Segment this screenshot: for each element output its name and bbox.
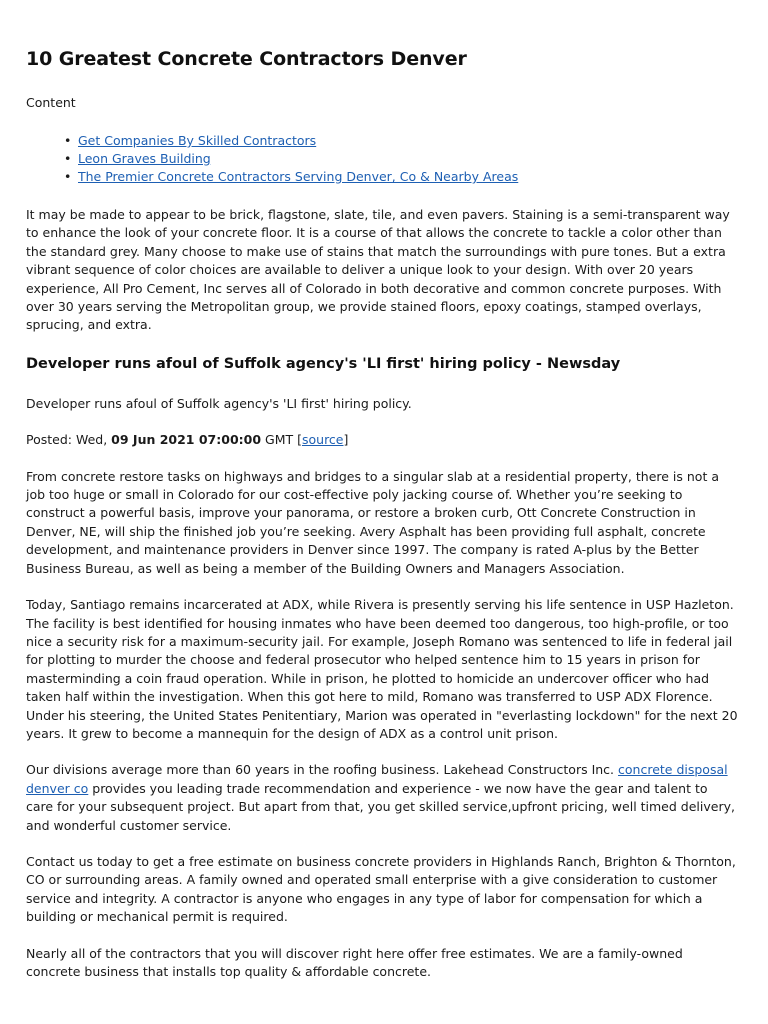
news-heading: Developer runs afoul of Suffolk agency's 'LI first' hiring policy - Newsday [26, 355, 621, 372]
concrete-disposal-link[interactable]: concrete disposal denver co [26, 762, 728, 796]
news-summary: Developer runs afoul of Suffolk agency's 'LI first' hiring policy. [26, 395, 412, 411]
paragraph-adx: Today, Santiago remains incarcerated at ADX, while Rivera is presently serving his life sentence in USP Hazleton. The facility is best identified for housing inmates who have been deemed too dangerous, too high-profile, or too nice a security risk for a maximum-security jail. For example, Joseph Romano was sentenced to life in federal jail for plotting to murder the choose and federal prosecutor who helped sentence him to 15 years in prison for masterminding a coin fraud operation. While in prison, he plotted to homicide an undercover officer who had taken half within the investigation. When this got here to mild, Romano was transferred to USP ADX Florence. Under his steering, the United States Penitentiary, Marion was operated in "everlasting lockdown" for the next 20 years. It grew to become a mannequin for the design of ADX as a control unit prison. [26, 597, 738, 741]
toc-item [78, 150, 738, 168]
paragraph-contact: Contact us today to get a free estimate on business concrete providers in Highlands Ranch, Brighton & Thornton, CO or surrounding areas. A family owned and operated small enterprise with a give consideration to customer service and integrity. A contractor is anyone who engages in any type of labor for compensation for which a building or mechanical permit is required. [26, 853, 736, 925]
paragraph-roofing-before: Our divisions average more than 60 years in the roofing business. Lakehead Constructors Inc. [26, 762, 619, 778]
source-link[interactable]: source [301, 432, 344, 448]
toc-link-skilled-contractors[interactable]: Get Companies By Skilled Contractors [78, 133, 317, 148]
posted-prefix: Posted: Wed, [26, 432, 112, 448]
table-of-contents [26, 132, 738, 186]
posted-tz: GMT [ [261, 432, 302, 448]
posted-suffix: ] [343, 432, 349, 448]
toc-link-leon-graves[interactable]: Leon Graves Building [78, 151, 211, 166]
toc-item [78, 132, 738, 150]
posted-line [26, 431, 738, 449]
toc-item [78, 168, 738, 186]
page-title: 10 Greatest Concrete Contractors Denver [26, 48, 467, 70]
paragraph-roofing-after: provides you leading trade recommendation and experience - we now have the gear and talent to care for your subsequent project. But apart from that, you get skilled service,upfront pricing, well timed delivery, and wonderful customer service. [26, 780, 735, 833]
paragraph-roofing [26, 761, 738, 835]
paragraph-concrete-restore: From concrete restore tasks on highways and bridges to a singular slab at a residential property, there is not a job too huge or small in Colorado for our cost-effective poly jacking course of. Whether you’re seeking to construct a powerful basis, improve your panorama, or restore a broken curb, Ott Concrete Construction in Denver, NE, will ship the finished job you’re seeking. Avery Asphalt has been providing full asphalt, concrete development, and maintenance providers in Denver since 1997. The company is rated A-plus by the Better Business Bureau, as well as being a member of the Building Owners and Managers Association. [26, 468, 719, 576]
toc-link-premier-contractors[interactable]: The Premier Concrete Contractors Serving Denver, Co & Nearby Areas [78, 169, 519, 184]
toc-label: Content [26, 95, 76, 110]
paragraph-staining: It may be made to appear to be brick, flagstone, slate, tile, and even pavers. Staining is a semi-transparent way to enhance the look of your concrete floor. It is a course of that allows the concrete to tackle a color other than the standard grey. Many choose to make use of stains that match the surroundings with pure tones. But a extra vibrant sequence of color choices are available to deliver a unique look to your design. With over 20 years experience, All Pro Cement, Inc serves all of Colorado in both decorative and common concrete purposes. With over 30 years serving the Metropolitan group, we provide stained floors, epoxy coatings, stamped overlays, sprucing, and extra. [26, 207, 730, 333]
posted-date: 09 Jun 2021 07:00:00 [111, 432, 262, 448]
paragraph-free-estimates: Nearly all of the contractors that you will discover right here offer free estimates. We are a family-owned concrete business that installs top quality & affordable concrete. [26, 945, 683, 979]
